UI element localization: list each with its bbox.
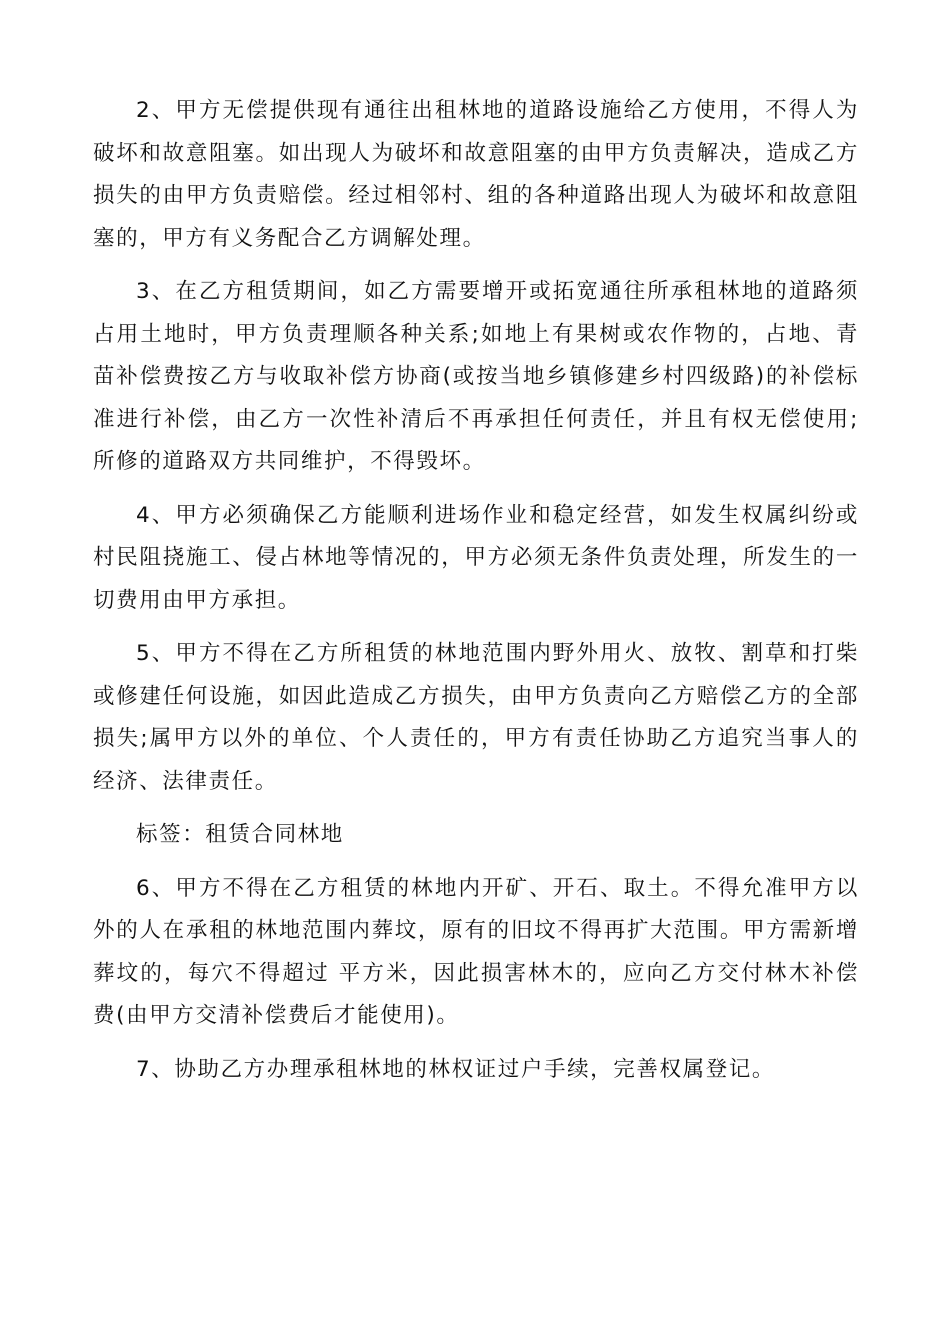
document-body <box>93 90 859 1102</box>
tag-line: 标签：租赁合同林地 <box>136 822 344 847</box>
clause-3: 3、在乙方租赁期间，如乙方需要增开或拓宽通往所承租林地的道路须占用土地时，甲方负责理顺各种关系;如地上有果树或农作物的，占地、青苗补偿费按乙方与收取补偿方协商(或按当地乡镇修建乡村四级路)的补偿标准进行补偿，由乙方一次性补清后不再承担任何责任，并且有权无偿使用;所修的道路双方共同维护，不得毁坏。 <box>93 279 859 474</box>
clause-4: 4、甲方必须确保乙方能顺利进场作业和稳定经营，如发生权属纠纷或村民阻挠施工、侵占林地等情况的，甲方必须无条件负责处理，所发生的一切费用由甲方承担。 <box>93 502 859 613</box>
clause-5: 5、甲方不得在乙方所租赁的林地范围内野外用火、放牧、割草和打柴或修建任何设施，如因此造成乙方损失，由甲方负责向乙方赔偿乙方的全部损失;属甲方以外的单位、个人责任的，甲方有责任协助乙方追究当事人的经济、法律责任。 <box>93 641 859 794</box>
clause-2: 2、甲方无偿提供现有通往出租林地的道路设施给乙方使用，不得人为破坏和故意阻塞。如出现人为破坏和故意阻塞的由甲方负责解决，造成乙方损失的由甲方负责赔偿。经过相邻村、组的各种道路出现人为破坏和故意阻塞的，甲方有义务配合乙方调解处理。 <box>93 98 859 251</box>
clause-7: 7、协助乙方办理承租林地的林权证过户手续，完善权属登记。 <box>136 1056 775 1082</box>
clause-6: 6、甲方不得在乙方租赁的林地内开矿、开石、取土。不得允准甲方以外的人在承租的林地范围内葬坟，原有的旧坟不得再扩大范围。甲方需新增葬坟的，每穴不得超过 平方米，因此损害林木的，应向乙方交付林木补偿费(由甲方交清补偿费后才能使用)。 <box>93 875 859 1028</box>
